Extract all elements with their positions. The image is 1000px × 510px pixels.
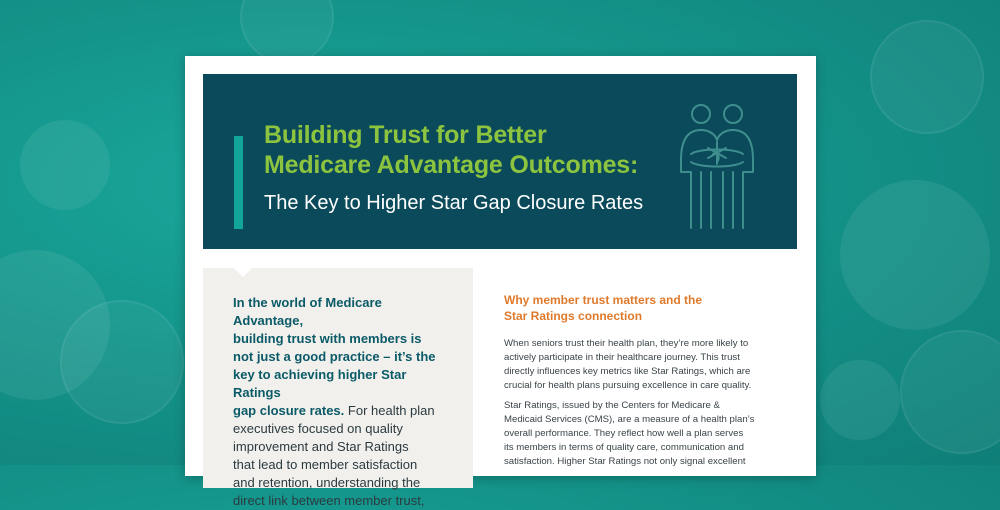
text-line: directly influences key metrics like Star Ratings, which are	[504, 366, 751, 377]
text-line: that lead to member satisfaction	[233, 457, 418, 472]
article-section	[504, 292, 784, 469]
text-line: In the world of Medicare Advantage,	[233, 295, 382, 328]
intro-panel	[203, 268, 473, 508]
text-line: Star Ratings, issued by the Centers for Medicare &	[504, 400, 720, 411]
text-line: not just a good practice – it’s the	[233, 349, 436, 364]
text-line: satisfaction. Higher Star Ratings not only signal excellent	[504, 456, 746, 467]
two-people-medical-icon	[673, 102, 763, 237]
panel-notch	[234, 268, 252, 277]
bokeh-circle	[900, 330, 1000, 454]
text-line: and retention, understanding the	[233, 475, 421, 490]
text-line: Medicaid Services (CMS), are a measure of a health plan’s	[504, 414, 755, 425]
text-line: overall performance. They reflect how well a plan serves	[504, 428, 744, 439]
section-heading	[504, 292, 784, 324]
text-line: key to achieving higher Star Ratings	[233, 367, 407, 400]
intro-text	[233, 294, 448, 510]
title-line: Medicare Advantage Outcomes:	[264, 151, 639, 179]
page-title	[264, 120, 684, 180]
bokeh-circle	[840, 180, 990, 330]
paragraph	[504, 337, 784, 393]
title-line: Building Trust for Better	[264, 121, 547, 149]
accent-bar	[234, 136, 243, 229]
heading-line: Star Ratings connection	[504, 309, 643, 323]
text-line: executives focused on quality	[233, 421, 403, 436]
intro-lead	[233, 294, 448, 420]
text-line: crucial for health plans pursuing excellence in care quality.	[504, 380, 752, 391]
bokeh-circle	[20, 120, 110, 210]
text-line: building trust with members is	[233, 331, 422, 346]
heading-line: Why member trust matters and the	[504, 293, 703, 307]
document-page	[185, 56, 816, 508]
text-line: direct link between member trust,	[233, 493, 425, 508]
text-fragment: For health plan	[344, 403, 435, 418]
text-line: When seniors trust their health plan, they’re more likely to	[504, 338, 749, 349]
text-line: its members in terms of quality care, communication and	[504, 442, 744, 453]
bokeh-circle	[870, 20, 984, 134]
text-line	[233, 403, 344, 418]
text-fragment: gap closure rates.	[233, 403, 345, 418]
page-subtitle: The Key to Higher Star Gap Closure Rates	[264, 192, 644, 214]
text-line: improvement and Star Ratings	[233, 439, 409, 454]
paragraph	[504, 399, 784, 469]
bokeh-circle	[60, 300, 184, 424]
bokeh-circle	[820, 360, 900, 440]
title-banner	[203, 74, 797, 249]
bokeh-circle	[240, 0, 334, 64]
text-line: actively participate in their healthcare journey. This trust	[504, 352, 740, 363]
